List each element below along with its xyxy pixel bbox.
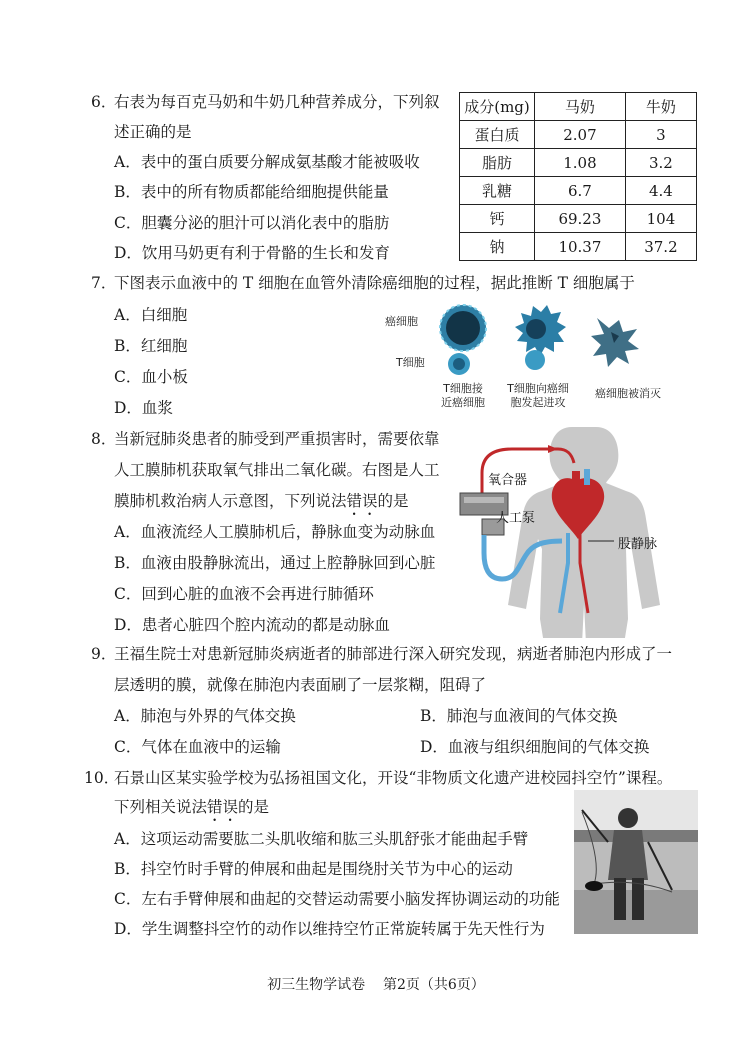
q8-option-a: A．血液流经人工膜肺机后，静脉血变为动脉血 (114, 523, 436, 541)
table-cell: 69.23 (535, 205, 626, 233)
q9-option-c: C．气体在血液中的运输 (114, 738, 281, 756)
table-cell: 4.4 (625, 177, 696, 205)
destroyed-cell-shape (591, 318, 639, 367)
table-cell: 脂肪 (460, 149, 535, 177)
ecmo-figure (452, 423, 702, 638)
table-header-cell: 成分(mg) (460, 93, 535, 121)
q9-number: 9． (91, 645, 117, 663)
table-row (460, 149, 697, 177)
figure-caption-2b: 胞发起进攻 (510, 396, 566, 409)
diabolo-icon (585, 881, 603, 891)
cancer-cell-label: 癌细胞 (385, 315, 418, 328)
table-cell: 钙 (460, 205, 535, 233)
table-cell: 10.37 (535, 233, 626, 261)
figure-caption-1b: 近癌细胞 (441, 396, 485, 409)
diabolo-student-image (574, 790, 698, 934)
q6-option-d: D．饮用马奶更有利于骨骼的生长和发育 (114, 244, 390, 262)
figure-caption-3: 癌细胞被消灭 (595, 387, 661, 400)
table-row (460, 177, 697, 205)
q8-number: 8． (91, 430, 117, 448)
table-cell: 104 (625, 205, 696, 233)
q10-stem-line2: 下列相关说法错误的是 (114, 798, 270, 816)
q8-option-c: C．回到心脏的血液不会再进行肺循环 (114, 585, 374, 603)
table-cell: 钠 (460, 233, 535, 261)
q8-option-b: B．血液由股静脉流出，通过上腔静脉回到心脏 (114, 554, 436, 572)
table-row (460, 121, 697, 149)
table-header-row (460, 93, 697, 121)
nutrition-table (459, 92, 697, 261)
figure-caption-2a: T细胞向癌细 (507, 382, 569, 395)
q6-option-a: A．表中的蛋白质要分解成氨基酸才能被吸收 (114, 153, 420, 171)
q7-option-d: D．血浆 (114, 399, 173, 417)
table-cell: 37.2 (625, 233, 696, 261)
q7-option-b: B．红细胞 (114, 337, 188, 355)
q6-option-b: B．表中的所有物质都能给细胞提供能量 (114, 183, 389, 201)
figure-caption-1a: T细胞接 (443, 382, 483, 395)
table-cell: 3 (625, 121, 696, 149)
oxygenator-label: 氧合器 (488, 473, 528, 488)
q6-stem-line2: 述正确的是 (114, 123, 192, 141)
q8-option-d: D．患者心脏四个腔内流动的都是动脉血 (114, 616, 390, 634)
table-row (460, 205, 697, 233)
t-cell-label: T细胞 (396, 356, 425, 369)
t-cell-illustration (385, 296, 685, 382)
q7-option-c: C．血小板 (114, 368, 188, 386)
table-header-cell: 牛奶 (625, 93, 696, 121)
q9-option-a: A．肺泡与外界的气体交换 (114, 707, 296, 725)
q10-option-b: B．抖空竹时手臂的伸展和曲起是围绕肘关节为中心的运动 (114, 860, 513, 878)
table-cell: 6.7 (535, 177, 626, 205)
femoral-vein-label: 股静脉 (618, 537, 658, 552)
table-cell: 2.07 (535, 121, 626, 149)
table-cell: 1.08 (535, 149, 626, 177)
q10-option-d: D．学生调整抖空竹的动作以维持空竹正常旋转属于先天性行为 (114, 920, 545, 938)
q10-option-a: A．这项运动需要肱二头肌收缩和肱三头肌舒张才能曲起手臂 (114, 830, 529, 848)
emphasis-text: 错误 (207, 798, 239, 816)
q10-stem-line1: 石景山区某实验学校为弘扬祖国文化，开设“非物质文化遗产进校园抖空竹”课程。 (114, 769, 673, 787)
diabolo-photo (574, 790, 698, 934)
q9-stem-line2: 层透明的膜，就像在肺泡内表面刷了一层浆糊，阻碍了 (114, 676, 487, 694)
q8-stem-line2: 人工膜肺机获取氧气排出二氧化碳。右图是人工 (114, 461, 440, 479)
page-footer: 初三生物学试卷 第2页（共6页） (267, 977, 485, 993)
q6-number: 6． (91, 93, 117, 111)
q10-number: 10． (84, 769, 120, 787)
emphasis-text: 错误 (346, 492, 378, 510)
table-row (460, 233, 697, 261)
ecmo-illustration (452, 423, 702, 638)
q6-option-c: C．胆囊分泌的胆汁可以消化表中的脂肪 (114, 214, 390, 232)
table-cell: 乳糖 (460, 177, 535, 205)
q10-option-c: C．左右手臂伸展和曲起的交替运动需要小脑发挥协调运动的功能 (114, 890, 560, 908)
q6-stem-line1: 右表为每百克马奶和牛奶几种营养成分，下列叙 (114, 93, 440, 111)
q9-option-d: D．血液与组织细胞间的气体交换 (420, 738, 650, 756)
table-cell: 3.2 (625, 149, 696, 177)
q7-option-a: A．白细胞 (114, 306, 188, 324)
table-header-cell: 马奶 (535, 93, 626, 121)
q9-option-b: B．肺泡与血液间的气体交换 (420, 707, 618, 725)
pump-label: 人工泵 (496, 511, 536, 526)
q7-number: 7． (91, 274, 117, 292)
q9-stem-line1: 王福生院士对患新冠肺炎病逝者的肺部进行深入研究发现，病逝者肺泡内形成了一 (114, 645, 673, 663)
q8-stem-line1: 当新冠肺炎患者的肺受到严重损害时，需要依靠 (114, 430, 440, 448)
q7-stem: 下图表示血液中的 T 细胞在血管外清除癌细胞的过程，据此推断 T 细胞属于 (114, 274, 635, 292)
t-cell-figure (385, 296, 685, 416)
table-cell: 蛋白质 (460, 121, 535, 149)
q8-stem-line3: 膜肺机救治病人示意图，下列说法错误的是 (114, 492, 409, 510)
